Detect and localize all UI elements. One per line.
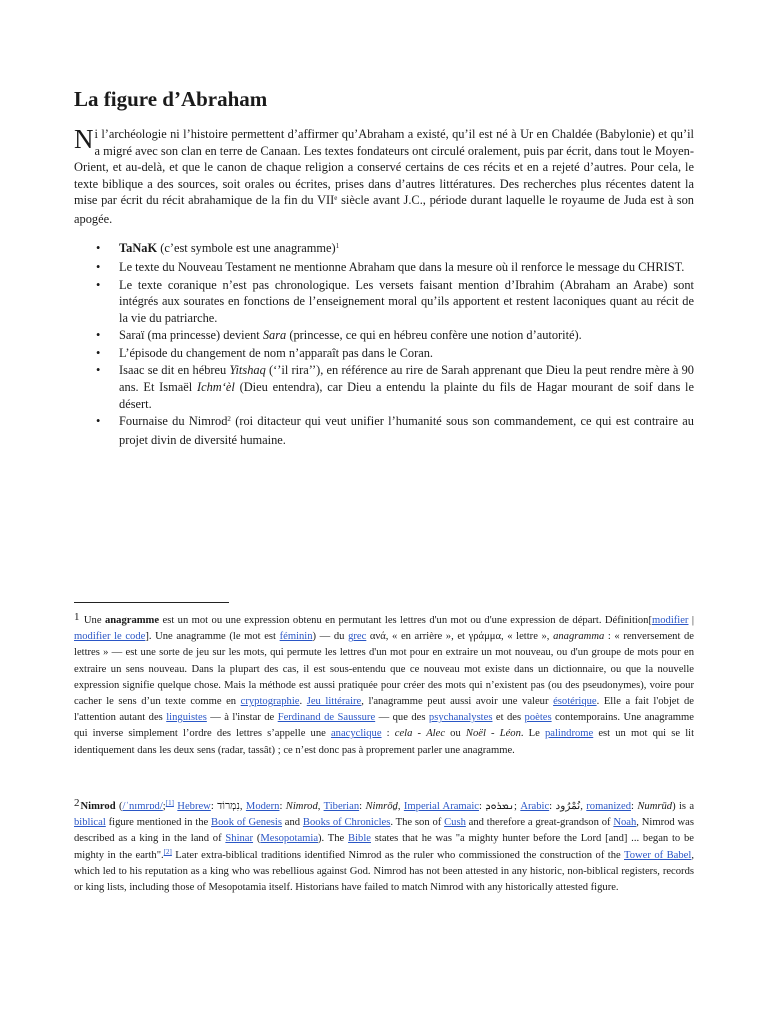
link-modern[interactable]: Modern [245, 801, 280, 812]
footnote-text: : [381, 728, 395, 740]
link-book-of-genesis[interactable]: Book of Genesis [211, 817, 282, 829]
footnote-text: : « renversement de lettres » — est une sorte de jeu sur les mots, qui permute les lettres d'un mot pour en extraire un mot nouveau, ou d'un groupe de mots pour en extraire un sens nouveau. Dans la plupart des cas, il est sous-entendu que ce nouveau mot existe dans un dictionnaire, ou que la nouvelle expression signifie quelque chose. Mais la méthode est aussi pratiquée pour créer des mots qui n’existent pas (ou des pseudonymes), voire pour cacher le sens d’un texte comme en [74, 631, 694, 708]
footnote-text: . [299, 696, 307, 708]
list-item-text: Saraï (ma princesse) devient [119, 328, 263, 343]
page-title: La figure d’Abraham [74, 87, 268, 111]
footnote-text: , [397, 801, 404, 812]
footnote-separator [74, 602, 229, 603]
link-mesopotamia[interactable]: Mesopotamia [260, 833, 319, 845]
footnote-text: | [688, 615, 694, 626]
footnote-1 [74, 612, 694, 759]
footnote-text: : نُمْرُود, [549, 801, 587, 812]
footnote-text: Later extra-biblical traditions identified Nimrod as the ruler who commissioned the construction of the [171, 849, 624, 861]
footnote-ref-1[interactable]: 1 [335, 242, 340, 250]
ichmel-term: Ichm‘èl [196, 379, 235, 394]
century-superscript: e [334, 194, 338, 202]
link-arabic[interactable]: Arabic [520, 801, 550, 812]
footnote-text: contemporains. Une anagramme qui inverse simplement l’ordre des lettres s’appelle une [74, 712, 694, 740]
drop-cap: N [74, 124, 94, 154]
intro-paragraph [74, 126, 694, 227]
reference-link[interactable]: [1] [165, 799, 174, 807]
intro-text: i l’archéologie ni l’histoire permettent d’affirmer qu’Abraham a existé, qu’il est né à Ur en Chaldée (Babylonie) et qu’il a migré avec son clan en terre de Canaan. Les textes fondateurs ont circulé oralement, puis par écrit, dans tout le Moyen-Orient, et au-delà, et que le canon de chaque religion a conservé certains de ces récits et en a rejeté d’autres. Pour cela, le texte biblique a des sources, soit orales ou écrites, prises dans d’autres littératures. Des recherches plus récentes datent la mise par écrit du récit abrahamique de la fin du VII [74, 127, 694, 207]
transliteration: Nimrod [285, 801, 318, 812]
link-palindrome[interactable]: palindrome [544, 728, 594, 740]
link-saussure[interactable]: Ferdinand de Saussure [277, 712, 376, 724]
link-books-of-chronicles[interactable]: Books of Chronicles [302, 817, 391, 829]
transliteration: Numrūd [637, 801, 673, 812]
footnote-text: ) is a [672, 801, 695, 812]
link-jeu-litteraire[interactable]: Jeu littéraire [306, 696, 362, 708]
footnote-text: and therefore a great-grandson of [465, 817, 614, 829]
link-esoterique[interactable]: ésotérique [553, 696, 597, 708]
sara-term: Sara [262, 328, 287, 343]
footnote-number: 2 [74, 797, 80, 809]
footnote-text: states that he was "a mighty hunter before the Lord [and] ... began to be mighty in the earth". [74, 833, 694, 861]
anagramma-term: anagramma [553, 631, 605, 643]
footnote-text: : [359, 801, 366, 812]
footnote-2 [74, 798, 694, 896]
list-item: • L’épisode du changement de nom n’apparaît pas dans le Coran. [74, 345, 694, 362]
reference-link[interactable]: [2] [163, 847, 172, 856]
link-grec[interactable]: grec [348, 631, 367, 643]
footnote-text: ]. Une anagramme (le mot est [145, 631, 280, 643]
footnote-ref-2[interactable]: 2 [227, 414, 231, 423]
footnote-text: — à l'instar de [206, 712, 278, 724]
footnote-text: Une [80, 615, 105, 626]
footnote-text: ). The [318, 833, 349, 845]
list-item-text: (roi ditacteur qui veut unifier l’humanité sous son commandement, ce qui est contraire au projet divin de diversité humaine. [119, 413, 694, 447]
footnote-text: ) — du [312, 631, 349, 643]
tanak-term: TaNaK [119, 241, 158, 255]
list-item-text: Isaac se dit en hébreu [119, 363, 230, 378]
list-item [74, 362, 694, 412]
link-bible[interactable]: Bible [348, 833, 371, 845]
nimrod-term: Nimrod [80, 801, 116, 812]
link-tiberian[interactable]: Tiberian [323, 801, 360, 812]
link-cryptographie[interactable]: cryptographie [240, 696, 300, 708]
footnote-text: , which led to his reputation as a king who was rebellious against God. Nimrod has not been attested in any historic, non-biblical registers, records or king lists, including those of Mesopotamia itself. Historians have failed to match Nimrod with any historically attested figure. [74, 849, 694, 894]
link-hebrew[interactable]: Hebrew [177, 801, 211, 812]
footnote-text: : נִמְרוֹד, [210, 801, 246, 812]
link-modifier-code[interactable]: modifier le code [74, 631, 146, 643]
example-word: Alec [426, 728, 446, 740]
link-anacyclique[interactable]: anacyclique [330, 728, 382, 740]
footnote-text: — que des [375, 712, 429, 724]
footnote-number: 1 [74, 611, 80, 623]
footnote-text: est un mot qui se lit identiquement dans les deux sens (radar, tassât) ; ce n’est donc pas à proprement parler une anagramme. [74, 728, 695, 756]
footnote-text: ; [162, 801, 166, 812]
link-psychanalystes[interactable]: psychanalystes [428, 712, 493, 724]
footnote-text: figure mentioned in the [105, 817, 212, 829]
list-item [74, 327, 694, 344]
link-feminin[interactable]: féminin [279, 631, 313, 643]
transliteration: Nimrōḏ [365, 801, 398, 812]
footnote-text: est un mot ou une expression obtenu en permutant les lettres d'un mot ou d'une expression de départ. Définition[ [159, 615, 652, 626]
link-cush[interactable]: Cush [444, 817, 466, 829]
link-poetes[interactable]: poètes [524, 712, 552, 724]
footnote-text: and [282, 817, 303, 829]
intro-text-end: siècle avant J.C., période durant laquelle le royaume de Juda est à son apogée. [74, 193, 694, 226]
link-imperial-aramaic[interactable]: Imperial Aramaic [403, 801, 480, 812]
footnote-text: . Elle a fait l'objet de l'attention autant des [74, 696, 694, 724]
footnote-text: - [485, 728, 500, 740]
example-word: Noël [465, 728, 486, 740]
list-item-text: (c’est symbole est une anagramme) [157, 241, 336, 255]
yitshaq-term: Yitshaq [229, 363, 266, 378]
footnote-text: : ܢܡܪܘܕ; [479, 801, 521, 812]
list-item: • Le texte coranique n’est pas chronologique. Les versets faisant mention d’Ibrahim (Abraham an Arabe) sont intégrés aux sourates en fonctions de l’enseignement moral qu’ils apportent et restent laconiques quant au récit de la vie du patriarche. [74, 277, 694, 327]
link-linguistes[interactable]: linguistes [166, 712, 207, 724]
footnote-text: . The son of [390, 817, 445, 829]
list-item-text: (‘’il rira’’), en référence au rire de Sarah apprenant que Dieu la peut rendre mère à 90 ans. Et Ismaël [119, 363, 694, 394]
footnote-text: - [412, 728, 427, 740]
footnote-text: : [631, 801, 638, 812]
footnote-text: , Nimrod was described as a king in the land of [74, 817, 695, 845]
footnote-text: . Le [520, 728, 545, 740]
link-modifier[interactable]: modifier [651, 615, 689, 626]
list-item [74, 413, 694, 449]
example-word: cela [394, 728, 413, 740]
link-romanized[interactable]: romanized [586, 801, 631, 812]
footnote-text: , l'anagramme peut aussi avoir une valeur [361, 696, 554, 708]
list-item [74, 240, 694, 259]
footnote-text: ανά, « en arrière », et γράμμα, « lettre », [366, 631, 554, 643]
footnote-text: ou [445, 728, 466, 740]
footnote-text: ( [253, 833, 261, 845]
list-item-text: (Dieu entendra), car Dieu a entendu la plainte du fils de Hagar mourant de soif dans le désert. [119, 379, 694, 411]
footnote-text: : [279, 801, 286, 812]
link-tower-of-babel[interactable]: Tower of Babel [624, 849, 692, 861]
list-item-text: Fournaise du Nimrod [119, 413, 228, 428]
list-item-text: (princesse, ce qui en hébreu confère une notion d’autorité). [286, 328, 582, 343]
list-item: • Le texte du Nouveau Testament ne mentionne Abraham que dans la mesure où il renforce le message du CHRIST. [74, 259, 694, 276]
footnote-text: et des [492, 712, 525, 724]
link-noah[interactable]: Noah [613, 817, 637, 829]
link-ipa[interactable]: /ˈnɪmrɒd/ [122, 801, 163, 812]
bullet-list [74, 240, 694, 449]
link-shinar[interactable]: Shinar [225, 833, 254, 845]
footnote-text: , [317, 801, 324, 812]
example-word: Léon [499, 728, 521, 740]
anagramme-term: anagramme [104, 615, 160, 626]
link-biblical[interactable]: biblical [74, 817, 106, 829]
footnote-text: ( [115, 801, 123, 812]
